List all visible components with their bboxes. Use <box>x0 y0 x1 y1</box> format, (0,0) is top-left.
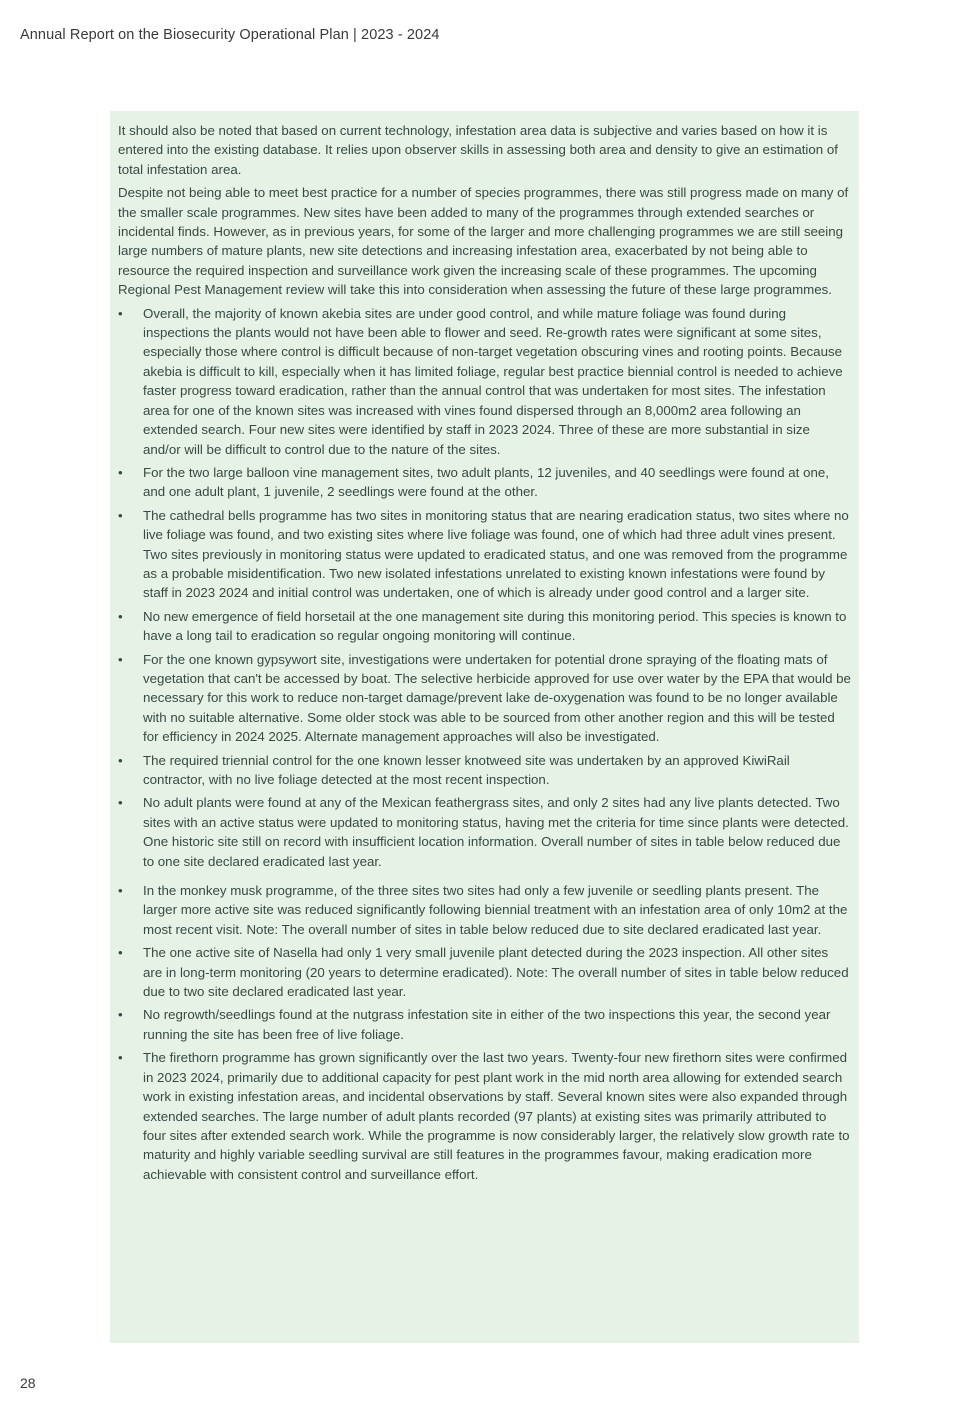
bullet-text: In the monkey musk programme, of the three sites two sites had only a few juvenile or seedling plants present. The larger more active site was reduced significantly following biennial treatment with an infestation area of only 10m2 at the most recent visit. Note: The overall number of sites in table below reduced due to site declared eradicated last year. <box>143 883 848 937</box>
bullet-marker: • <box>118 507 123 523</box>
bullet-text: No new emergence of field horsetail at the one management site during this monitoring period. This species is known to have a long tail to eradication so regular ongoing monitoring will continue. <box>143 608 847 644</box>
bullet-firethorn <box>118 1048 851 1184</box>
bullet-marker: • <box>118 945 123 961</box>
bullet-text: Overall, the majority of known akebia sites are under good control, and while mature foliage was found during inspections the plants would not have been able to flower and seed. Re-growth rates were significant at some sites, especially those where control is difficult because of non-target vegetation obscuring vines and rooting points. Because akebia is difficult to kill, especially when it has limited foliage, regular best practice biennial control is needed to achieve faster progress toward eradication, rather than the annual control that was undertaken for most sites. The infestation area for one of the known sites was increased with vines found dispersed through an 8,000m2 area following an extended search. Four new sites were identified by staff in 2023 2024. Three of these are more substantial in size and/or will be difficult to control due to the nature of the sites. <box>143 305 843 457</box>
bullet-balloon-vine <box>118 463 851 502</box>
content-panel <box>110 111 859 1343</box>
bullet-mexican-feathergrass <box>118 793 851 871</box>
bullet-cathedral-bells <box>118 506 851 603</box>
bullet-text: The required triennial control for the one known lesser knotweed site was undertaken by an approved KiwiRail contractor, with no live foliage detected at the most recent inspection. <box>143 752 790 787</box>
intro-paragraph-1: It should also be noted that based on current technology, infestation area data is subjective and varies based on how it is entered into the existing database. It relies upon observer skills in assessing both area and density to give an estimation of total infestation area. <box>118 123 838 177</box>
bullet-text: For the two large balloon vine management sites, two adult plants, 12 juveniles, and 40 seedlings were found at one, and one adult plant, 1 juvenile, 2 seedlings were found at the other. <box>143 464 829 500</box>
bullet-nasella <box>118 943 851 1001</box>
bullet-marker: • <box>118 464 123 480</box>
intro-paragraph-2: Despite not being able to meet best practice for a number of species programmes, there was still progress made on many of the smaller scale programmes. New sites have been added to many of the programmes through extended searches or incidental finds. However, as in previous years, for some of the larger and more challenging programmes we are still seeing large numbers of mature plants, new site detections and increasing infestation area, exacerbated by not being able to resource the required inspection and surveillance work given the increasing scale of these programmes. The upcoming Regional Pest Management review will take this into consideration when assessing the future of these large programmes. <box>118 185 849 298</box>
bullet-text: For the one known gypsywort site, investigations were undertaken for potential drone spraying of the floating mats of vegetation that can't be accessed by boat. The selective herbicide approved for use over water by the EPA that would be necessary for this work to reduce non-target damage/prevent lake de-oxygenation was found to be no longer available with no suitable alternative. Some older stock was able to be sourced from other another region and this will be tested for efficiency in 2024 2025. Alternate management approaches will also be investigated. <box>143 651 851 745</box>
bullet-text: The firethorn programme has grown significantly over the last two years. Twenty-four new firethorn sites were confirmed in 2023 2024, primarily due to additional capacity for pest plant work in the mid north area allowing for extended search work in existing infestation areas, and incidental observations by staff. Several known sites were also expanded through extended searches. The large number of adult plants recorded (97 plants) at existing sites was primarily attributed to four sites after extended search work. While the programme is now considerably larger, the relatively slow growth rate to maturity and highly variable seedling survival are still features in the programmes favour, making eradication more achievable with consistent control and surveillance effort. <box>143 1050 850 1182</box>
bullet-text: No regrowth/seedlings found at the nutgrass infestation site in either of the two inspections this year, the second year running the site has been free of live foliage. <box>143 1007 831 1042</box>
bullet-marker: • <box>118 795 123 811</box>
bullet-text: The one active site of Nasella had only 1 very small juvenile plant detected during the 2023 inspection. All other sites are in long-term monitoring (20 years to determine eradicated). Note: The overall number of sites in table below reduced due to two site declared eradicated last year. <box>143 945 849 1000</box>
bullet-text: The cathedral bells programme has two sites in monitoring status that are nearing eradication status, two sites where no live foliage was found, and two existing sites where live foliage was found, one of which had three adult vines present. Two sites previously in monitoring status were updated to eradicated status, and one was removed from the programme as a probable misidentification. Two new isolated infestations unrelated to existing known infestations were found by staff in 2023 2024 and initial control was undertaken, one of which is already under good control and a larger site. <box>143 507 849 601</box>
bullet-marker: • <box>118 608 123 624</box>
report-header-title: Annual Report on the Biosecurity Operational Plan | 2023 - 2024 <box>20 27 440 43</box>
bullet-marker: • <box>118 651 123 667</box>
bullet-marker: • <box>118 752 123 768</box>
bullet-marker: • <box>118 1007 123 1023</box>
bullet-gypsywort <box>118 650 851 747</box>
bullet-lesser-knotweed <box>118 751 851 790</box>
bullet-akebia <box>118 304 851 459</box>
bullet-field-horsetail <box>118 607 851 646</box>
bullet-marker: • <box>118 883 123 899</box>
bullet-monkey-musk <box>118 881 851 939</box>
programme-bullet-list <box>118 304 851 1184</box>
bullet-text: No adult plants were found at any of the Mexican feathergrass sites, and only 2 sites had any live plants detected. Two sites with an active status were updated to monitoring status, having met the criteria for time since plants were detected. One historic site still on record with insufficient location information. Overall number of sites in table below reduced due to one site declared eradicated last year. <box>143 795 849 869</box>
bullet-marker: • <box>118 1050 123 1066</box>
bullet-marker: • <box>118 305 123 321</box>
bullet-nutgrass <box>118 1005 851 1044</box>
page-number: 28 <box>20 1375 36 1391</box>
